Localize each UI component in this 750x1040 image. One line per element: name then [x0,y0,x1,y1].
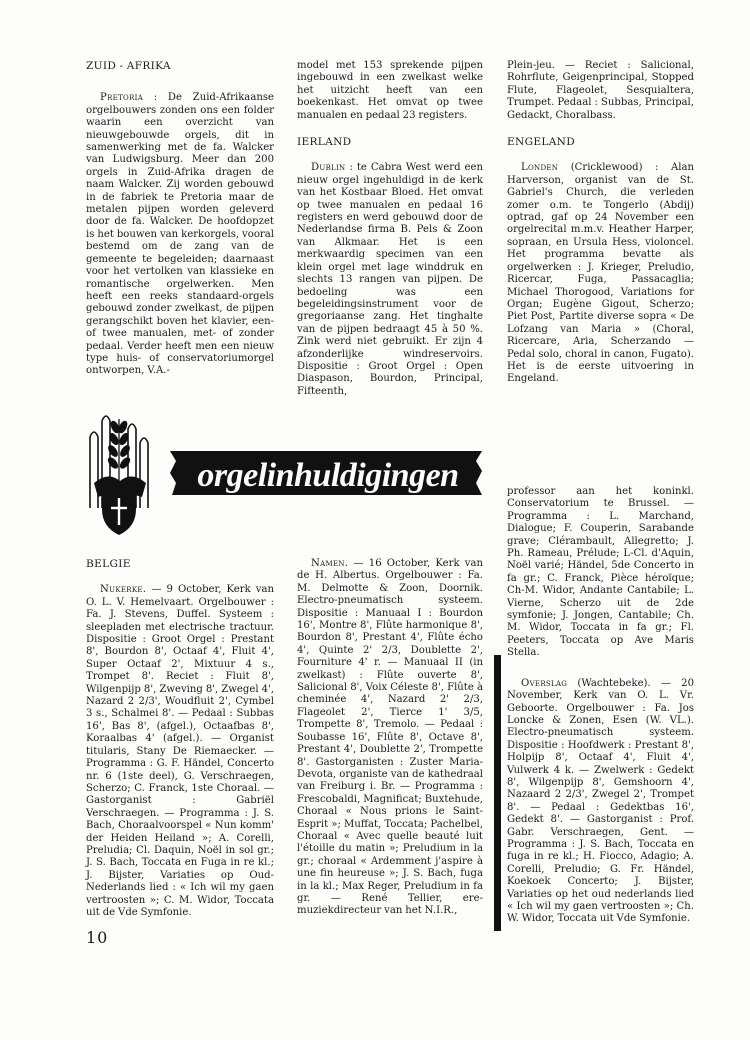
article-overslag [507,678,694,926]
article-text: — 16 October, Kerk van de H. Albertus. Orgelbouwer : Fa. M. Delmotte & Zoon, Doornik. Electro-pneumatisch systeem. Dispositie : Manuaal I : Bourdon 16', Montre 8', Flûte harmonique 8', Bourdon 8', Prestant 4', Flûte écho 4', Quinte 2' 2/3, Doublette 2', Fourniture 4' r. — Manuaal II (in zwelkast) : Flûte ouverte 8', Salicional 8', Voix Céleste 8', Flûte à cheminée 4', Nazard 2' 2/3, Flageolet 2', Tierce 1' 3/5, Trompette 8', Tremolo. — Pedaal : Soubasse 16', Flûte 8', Octave 8', Prestant 4', Doublette 2', Trompette 8'. Gastorganisten : Zuster Maria-Devota, organiste van de kathedraal van Freiburg i. Br. — Programma : Frescobaldi, Magnificat; Buxtehude, Choraal « Nous prions le Saint-Esprit »; Muffat, Toccata; Pachelbel, Choraal « Avec quelle beauté luit l'étoille du matin »; Preludium in la gr.; choraal « Ardemment j'aspire à une fin heureuse »; J. S. Bach, fuga in la kl.; Max Reger, Preludium in fa gr. — René Tellier, ere-muziekdirecteur van het N.I.R., [297,558,483,917]
section-heading: ENGELAND [507,136,576,149]
organ-pipes-cross-icon [84,413,484,537]
banner-title: orgelinhuldigingen [197,457,459,494]
article-text: : te Cabra West werd een nieuw orgel ingehuldigd in de kerk van het Kostbaar Bloed. Het omvat op twee manualen en pedaal 16 registers en werd gebouwd door de Nederlandse firma B. Pels & Zoon van Alkmaar. Het is een merkwaardig specimen van een klein orgel met lage winddruk en slechts 13 rangen van pijpen. De bedoeling was een begeleidingsinstrument voor de gregoriaanse zang. Het tinghalte van de pijpen bedraagt 45 à 50 %. Zink werd niet gebruikt. Er zijn 4 afzonderlijke windreservoirs. Dispositie : Groot Orgel : Open Diaspason, Bourdon, Principal, Fifteenth, [297,162,483,397]
vertical-rule [494,655,501,931]
article-pretoria [86,92,274,377]
column-zuid-afrika [86,60,274,378]
location-name: Pretoria [100,92,144,104]
location-name: Namen. [311,558,349,569]
location-name: Dublin [311,162,346,174]
page-number: 10 [86,928,109,947]
column-overslag [507,486,694,926]
article-londen [507,162,694,385]
column-belgie [86,558,274,919]
section-heading: IERLAND [297,136,352,149]
article-continuation: professor aan het koninkl. Conservatorium te Brussel. — Programma : L. Marchand, Dialogue; F. Couperin, Sarabande grave; Clérambault, Allegretto; J. Ph. Rameau, Prélude; L-Cl. d'Aquin, Noël varié; Händel, 5de Concerto in fa gr.; C. Franck, Pièce héroïque; Ch-M. Widor, Andante Cantabile; L. Vierne, Scherzo uit de 2de symfonie; J. Jongen, Cantabile; Ch. M. Widor, Toccata in fa gr.; Fl. Peeters, Toccata op Ave Maris Stella. [507,486,694,659]
article-dublin [297,162,483,398]
section-banner [84,413,484,537]
article-nukerke [86,584,274,919]
column-engeland [507,60,694,386]
article-continuation: Plein-jeu. — Reciet : Salicional, Rohrflute, Geigenprincipal, Stopped Flute, Flageolet, Sesquialtera, Trumpet. Pedaal : Subbas, Principal, Gedackt, Choralbass. [507,60,694,121]
article-namen [297,558,483,918]
article-continuation: model met 153 sprekende pijpen ingebouwd in een zwelkast welke het uitzicht heeft van een boekenkast. Het omvat op twee manualen en pedaal 23 registers. [297,60,483,121]
section-heading: BELGIE [86,558,131,570]
article-text: (Cricklewood) : Alan Harverson, organist van de St. Gabriel's Church, die verleden zomer o.m. te Tongerlo (Abdij) optrad, gaf op 24 November een orgelrecital m.m.v. Heather Harper, sopraan, en Ursula Hess, violoncel. Het programma bevatte als orgelwerken : J. Krieger, Preludio, Ricercar, Fuga, Passacaglia; Michael Thorogood, Variations for Organ; Eugène Gigout, Scherzo; Piet Post, Partite diverse sopra « De Lofzang van Maria » (Choral, Ricercare, Aria, Scherzando — Pedal solo, choral in canon, Fugato). Het is de eerste uitvoering in Engeland. [507,162,694,385]
location-name: Londen [521,162,559,174]
column-namen [297,558,483,918]
location-name: Overslag [521,677,568,689]
article-text: — 9 October, Kerk van O. L. V. Hemelvaart. Orgelbouwer : Fa. J. Stevens, Duffel. Systeem : sleepladen met electrische tractuur. Dispositie : Groot Orgel : Prestant 8', Bourdon 8', Octaaf 4', Fluit 4', Super Octaaf 2', Mixtuur 4 s., Trompet 8'. Reciet : Fluit 8', Wilgenpijp 8', Zweving 8', Zwegel 4', Nazard 2 2/3', Woudfluit 2', Cymbel 3 s., Schalmei 8'. — Pedaal : Subbas 16', Bas 8', (afgel.), Octaafbas 8', Koraalbas 4' (afgel.). — Organist titularis, Stany De Riemaecker. — Programma : G. F. Händel, Concerto nr. 6 (1ste deel), G. Verschraegen, Scherzo; C. Franck, 1ste Choraal. — Gastorganist : Gabriël Verschraegen. — Programma : J. S. Bach, Choraalvoorspel « Nun komm' der Heiden Heiland »; A. Corelli, Preludia; Cl. Daquin, Noël in sol gr.; J. S. Bach, Toccata en Fuga in re kl.; J. Bijster, Variaties op Oud-Nederlands lied : « Ich wil my gaen vertroosten »; C. M. Widor, Toccata uit de Vde Symfonie. [86,584,274,918]
section-heading: ZUID - AFRIKA [86,60,171,72]
location-name: Nukerke. [100,584,147,596]
column-ierland [297,60,483,398]
article-text: (Wachtebeke). — 20 November, Kerk van O. L. Vr. Geboorte. Orgelbouwer : Fa. Jos Loncke & Zonen, Esen (W. VL.). Electro-pneumatisch systeem. Dispositie : Hoofdwerk : Prestant 8', Holpijp 8', Octaaf 4', Fluit 4', Vulwerk 4 k. — Zwelwerk : Gedekt 8', Wilgenpijp 8', Gemshoorn 4', Nazaard 2 2/3', Zwegel 2', Trompet 8'. — Pedaal : Gedektbas 16', Gedekt 8'. — Gastorganist : Prof. Gabr. Verschraegen, Gent. — Programma : J. S. Bach, Toccata en fuga in re kl.; H. Fiocco, Adagio; A. Corelli, Preludio; G. Fr. Händel, Koekoek Concerto; J. Bijster, Variaties op het oud nederlands lied « Ich wil my gaen vertroosten »; Ch. W. Widor, Toccata uit Vde Symfonie. [507,677,694,925]
article-text: : De Zuid-Afrikaanse orgelbouwers zonden ons een folder waarin een overzicht van nieuwgebouwde orgels, dit in samenwerking met de fa. Walcker van Ludwigsburg. Meer dan 200 orgels in Zuid-Afrika dragen de naam Walcker. Zij worden gebouwd in de fabriek te Pretoria maar de metalen pijpen worden geleverd door de fa. Walcker. De hoofdopzet is het bouwen van kerkorgels, vooral bestemd om de zang van de gemeente te begeleiden; daarnaast voor het vertolken van klassieke en romantische orgelwerken. Men heeft een reeks standaard-orgels gebouwd zonder zwelkast, de pijpen gerangschikt boven het klavier, een- of twee manualen, met- of zonder pedaal. Verder heeft men een nieuw type huis- of conservatoriumorgel ontworpen, V.A.- [86,92,274,377]
